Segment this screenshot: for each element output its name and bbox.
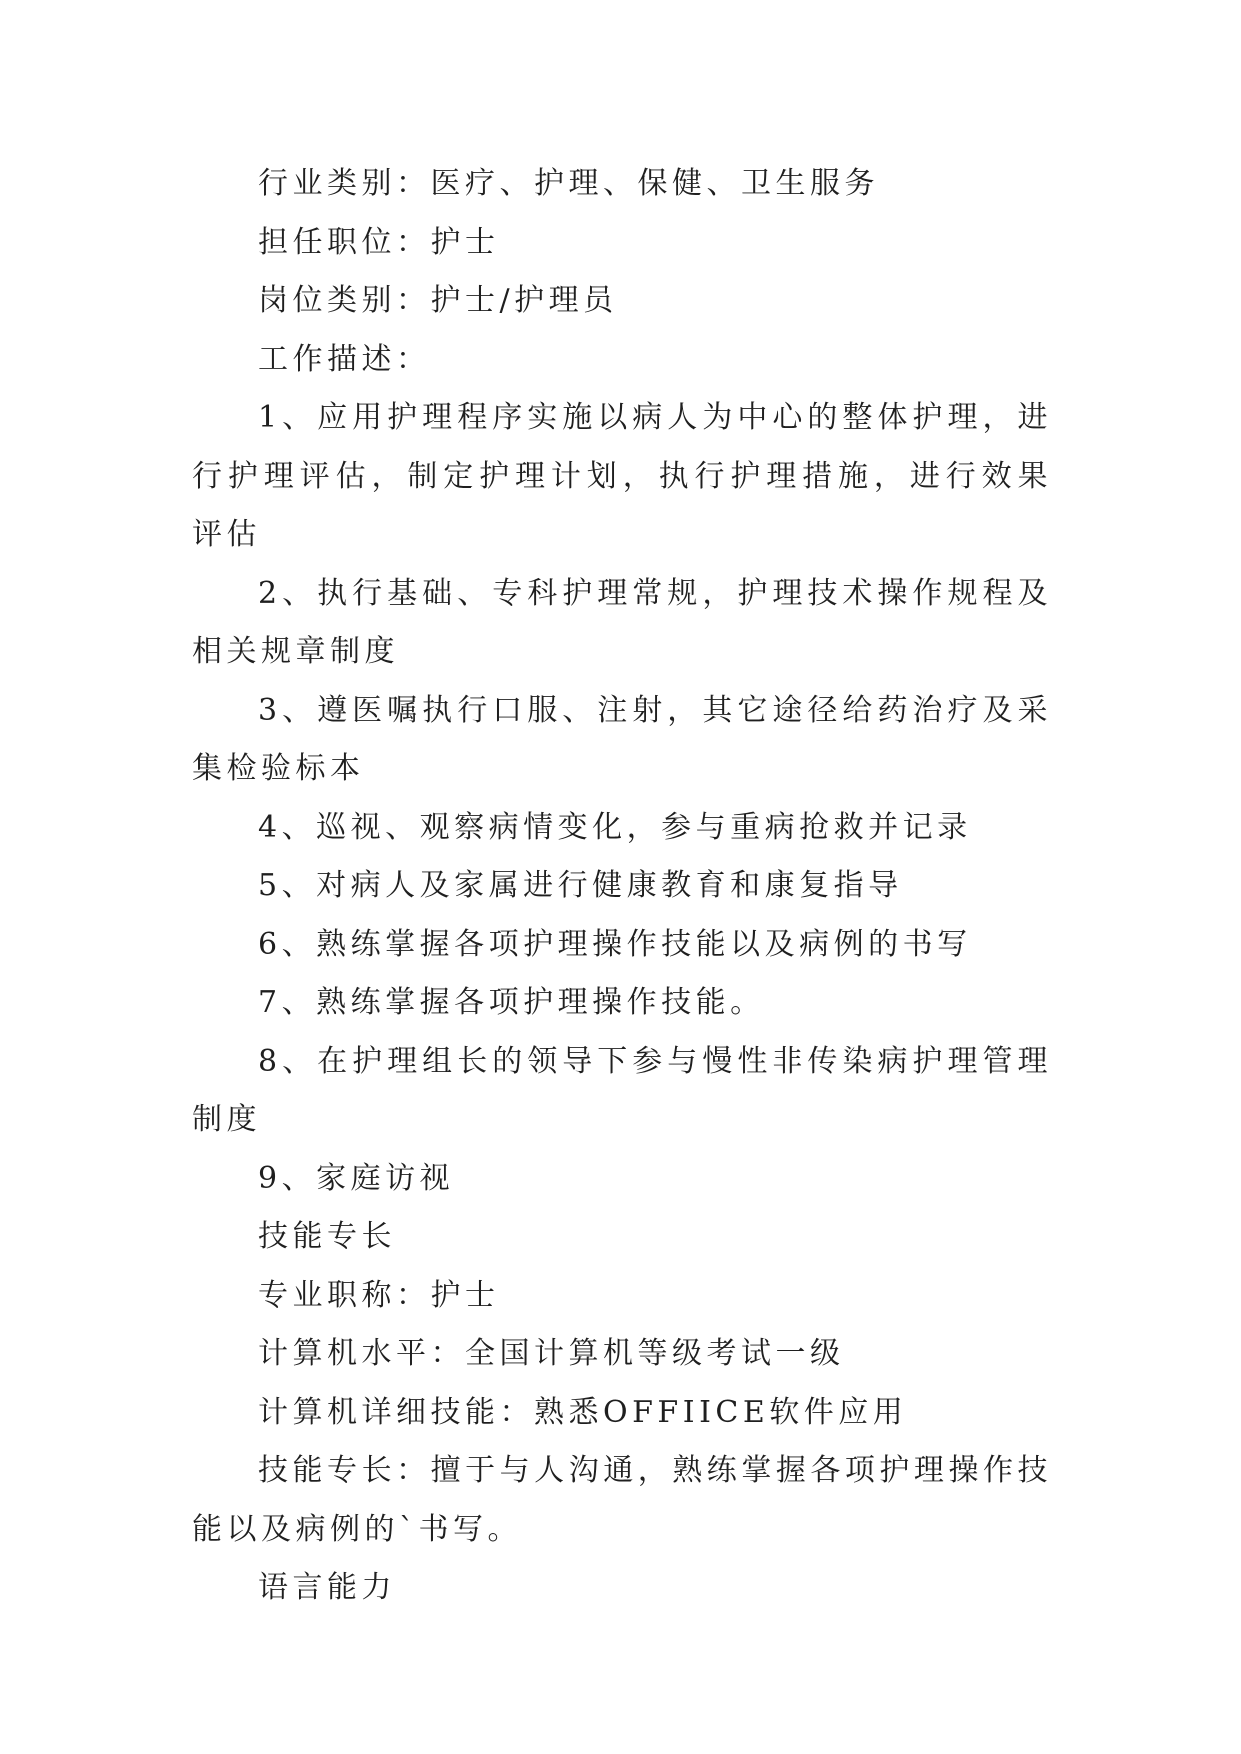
skill-specialty: 技能专长：擅于与人沟通，熟练掌握各项护理操作技能以及病例的`书写。 (192, 1453, 1052, 1547)
duty-item-2: 2、执行基础、专科护理常规，护理技术操作规程及相关规章制度 (192, 575, 1052, 669)
duty-item-5: 5、对病人及家属进行健康教育和康复指导 (258, 868, 903, 903)
duty-item-1: 1、应用护理程序实施以病人为中心的整体护理，进行护理评估，制定护理计划，执行护理措施，进行效果评估 (192, 400, 1052, 552)
computer-level: 计算机水平：全国计算机等级考试一级 (258, 1336, 845, 1371)
professional-title: 专业职称：护士 (258, 1277, 500, 1313)
industry-category: 行业类别：医疗、护理、保健、卫生服务 (258, 166, 879, 201)
skills-heading: 技能专长 (258, 1219, 396, 1254)
document-body (192, 155, 1052, 1618)
duty-item-8: 8、在护理组长的领导下参与慢性非传染病护理管理制度 (192, 1043, 1052, 1137)
computer-skills-detail: 计算机详细技能：熟悉OFFIICE软件应用 (258, 1394, 908, 1430)
duty-item-9: 9、家庭访视 (258, 1160, 455, 1196)
job-category: 岗位类别：护士/护理员 (258, 283, 618, 318)
duty-item-7: 7、熟练掌握各项护理操作技能。 (258, 985, 765, 1020)
duty-item-4: 4、巡视、观察病情变化，参与重病抢救并记录 (258, 809, 972, 845)
duty-item-3: 3、遵医嘱执行口服、注射，其它途径给药治疗及采集检验标本 (192, 692, 1052, 786)
language-ability-heading: 语言能力 (258, 1570, 396, 1605)
job-description-heading: 工作描述： (258, 341, 431, 377)
duty-item-6: 6、熟练掌握各项护理操作技能以及病例的书写 (258, 926, 972, 962)
position-held: 担任职位：护士 (258, 224, 500, 260)
